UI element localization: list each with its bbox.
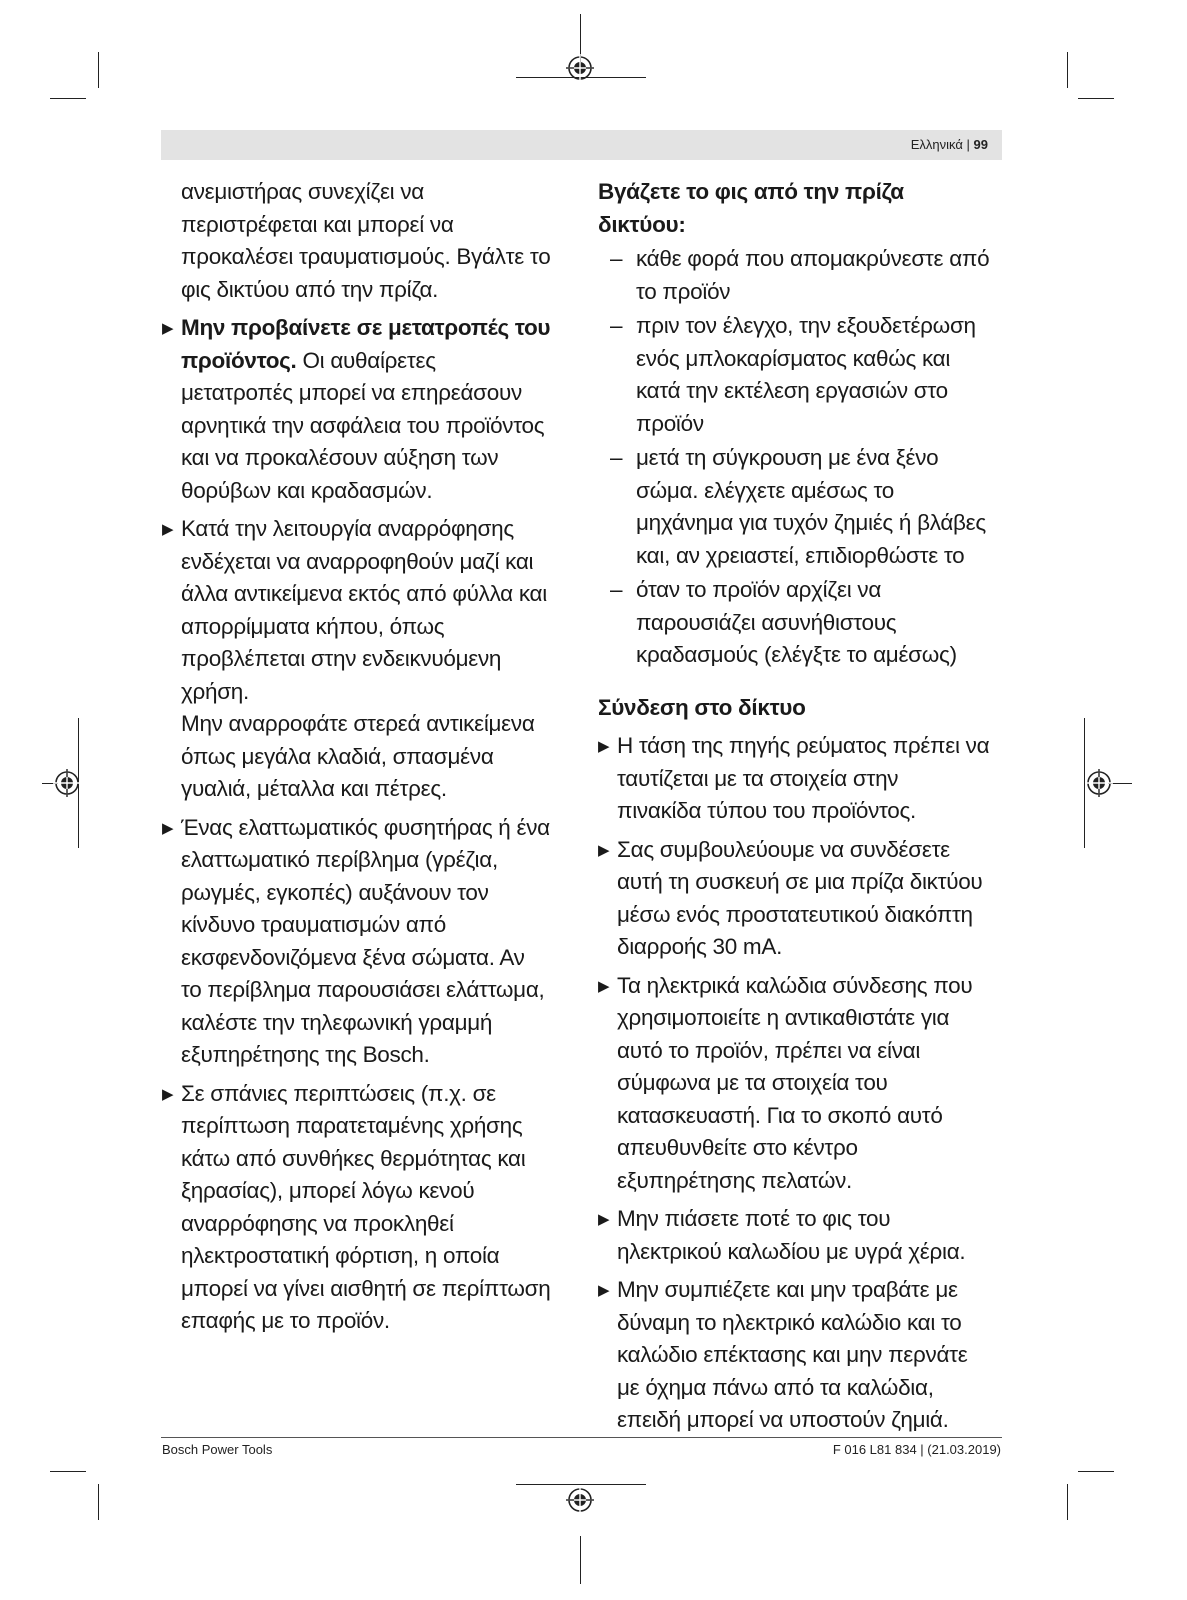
- text-line: μετά τη σύγκρουση με ένα ξένο: [636, 445, 939, 470]
- bullet-arrow-icon: ▶: [598, 977, 610, 995]
- dash-marker: –: [610, 246, 623, 271]
- header-separator: |: [966, 137, 970, 152]
- text-line: γυαλιά, μέταλλα και πέτρες.: [181, 776, 447, 801]
- bullet-item: [162, 1078, 572, 1338]
- text-line: ξηρασίας), μπορεί λόγω κενού: [181, 1178, 475, 1203]
- page-header: [161, 130, 1002, 160]
- text-line: πινακίδα τύπου του προϊόντος.: [617, 798, 916, 823]
- text-line: σύμφωνα με τα στοιχεία του: [617, 1070, 888, 1095]
- text-line: προϊόν: [636, 410, 704, 436]
- text-line: το προϊόν: [636, 278, 731, 304]
- footer-brand: Bosch Power Tools: [162, 1442, 273, 1457]
- text-line: προβλέπεται στην ενδεικνυόμενη: [181, 646, 502, 671]
- bullet-arrow-icon: ▶: [598, 841, 610, 859]
- text-line: άλλα αντικείμενα εκτός από φύλλα και: [181, 581, 547, 606]
- text-line: πριν τον έλεγχο, την εξουδετέρωση: [636, 313, 976, 338]
- text-line: κραδασμούς (ελέγξτε το αμέσως): [636, 642, 957, 667]
- bold-text: προϊόντος.: [181, 347, 297, 373]
- bullet-arrow-icon: ▶: [598, 738, 610, 755]
- text-line: Μην αναρροφάτε στερεά αντικείμενα: [181, 711, 535, 736]
- text-line: κάτω από συνθήκες θερμότητας και: [181, 1145, 526, 1171]
- bullet-item: [598, 1274, 1008, 1437]
- bullet-arrow-icon: ▶: [162, 320, 174, 337]
- text-line: ηλεκτρικού καλωδίου με υγρά χέρια.: [617, 1238, 966, 1264]
- text-line: αρνητικά την ασφάλεια του προϊόντος: [181, 412, 545, 438]
- text-line: φις δικτύου από την πρίζα.: [181, 276, 439, 302]
- crop-mark: [98, 52, 99, 88]
- crop-mark: [1067, 52, 1068, 88]
- header-text: [911, 137, 988, 152]
- text-line: Η τάση της πηγής ρεύματος πρέπει να: [617, 733, 990, 758]
- text-line: κατά την εκτέλεση εργασιών στο: [636, 378, 948, 403]
- text-line: μηχάνημα για τυχόν ζημιές ή βλάβες: [636, 510, 986, 535]
- registration-mark-icon: [566, 1486, 594, 1514]
- bullet-arrow-icon: ▶: [598, 1211, 610, 1228]
- text-line: Ένας ελαττωματικός φυσητήρας ή ένα: [181, 814, 550, 840]
- text-line: διαρροής 30 mA.: [617, 934, 783, 959]
- page-number: 99: [973, 137, 988, 152]
- text-line: θορύβων και κραδασμών.: [181, 477, 433, 503]
- text-line: αυτή τη συσκευή σε μια πρίζα δικτύου: [617, 869, 983, 894]
- text-line: με όχημα πάνω από τα καλώδια,: [617, 1374, 934, 1400]
- bullet-item: [162, 513, 572, 806]
- footer-doc-id: F 016 L81 834 | (21.03.2019): [832, 1442, 1001, 1457]
- text-line: παρουσιάζει ασυνήθιστους: [636, 609, 897, 635]
- dash-marker: –: [610, 577, 623, 602]
- text-span: Οι αυθαίρετες: [296, 347, 436, 373]
- text-line: καλώδιο επέκτασης και μην περνάτε: [617, 1342, 968, 1367]
- text-line: περιστρέφεται και μπορεί να: [181, 211, 454, 237]
- section-heading: Σύνδεση στο δίκτυο: [598, 694, 806, 720]
- bullet-item: [598, 1203, 1008, 1268]
- text-line: Κατά την λειτουργία αναρρόφησης: [181, 516, 514, 541]
- text-line: Τα ηλεκτρικά καλώδια σύνδεσης που: [617, 972, 973, 998]
- dash-item: [598, 442, 1008, 572]
- text-line: χρήση.: [181, 678, 249, 704]
- text-line: εξυπηρέτησης της Bosch.: [181, 1042, 430, 1067]
- crop-mark: [580, 1536, 581, 1584]
- text-line: Σας συμβουλεύουμε να συνδέσετε: [617, 836, 950, 862]
- text-line: προκαλέσει τραυματισμούς. Βγάλτε το: [181, 244, 551, 269]
- section-heading: Βγάζετε το φις από την πρίζα: [598, 179, 904, 204]
- bullet-arrow-icon: ▶: [162, 521, 174, 538]
- crop-mark: [98, 1484, 99, 1520]
- text-line: και, αν χρειαστεί, επιδιορθώστε το: [636, 542, 965, 568]
- bullet-item: [598, 970, 1008, 1198]
- text-line: αναρρόφησης να προκληθεί: [181, 1210, 454, 1236]
- text-line: αυτό το προϊόν, πρέπει να είναι: [617, 1037, 921, 1063]
- crop-mark: [516, 1484, 646, 1485]
- text-line: το περίβλημα παρουσιάσει ελάττωμα,: [181, 977, 545, 1002]
- text-line: κάθε φορά που απομακρύνεστε από: [636, 246, 990, 271]
- dash-marker: –: [610, 313, 623, 338]
- footer-divider: [161, 1437, 1002, 1438]
- bullet-arrow-icon: ▶: [162, 1085, 174, 1103]
- text-line: ελαττωματικό περίβλημα (γρέζια,: [181, 847, 498, 872]
- registration-mark-icon: [1085, 769, 1113, 797]
- bullet-item: [598, 730, 1008, 828]
- crop-mark: [50, 1471, 86, 1472]
- crop-mark: [50, 98, 86, 99]
- text-line: όταν το προϊόν αρχίζει να: [636, 577, 882, 602]
- bullet-item: [162, 312, 572, 507]
- registration-mark-icon: [53, 769, 81, 797]
- text-line: Μην πιάσετε ποτέ το φις του: [617, 1206, 891, 1231]
- text-line: ταυτίζεται με τα στοιχεία στην: [617, 765, 899, 791]
- crop-mark: [1078, 98, 1114, 99]
- text-line: κατασκευαστή. Για το σκοπό αυτό: [617, 1102, 943, 1128]
- text-line: απορρίμματα κήπου, όπως: [181, 613, 445, 639]
- dash-item: [598, 243, 1008, 308]
- text-line: επειδή μπορεί να υποστούν ζημιά.: [617, 1407, 949, 1432]
- section-heading: δικτύου:: [598, 211, 686, 237]
- text-line: και να προκαλέσουν αύξηση των: [181, 445, 499, 470]
- text-line: όπως μεγάλα κλαδιά, σπασμένα: [181, 743, 494, 769]
- text-line: ηλεκτροστατική φόρτιση, η οποία: [181, 1243, 500, 1268]
- bold-text: Μην προβαίνετε σε μετατροπές του: [181, 315, 551, 340]
- text-line: περίπτωση παρατεταμένης χρήσης: [181, 1113, 523, 1138]
- text-line: μετατροπές μπορεί να επηρεάσουν: [181, 380, 522, 405]
- text-line: μέσω ενός προστατευτικού διακόπτη: [617, 901, 973, 927]
- text-line: επαφής με το προϊόν.: [181, 1308, 390, 1333]
- text-line: ενός μπλοκαρίσματος καθώς και: [636, 345, 951, 371]
- text-line: Σε σπάνιες περιπτώσεις (π.χ. σε: [181, 1080, 496, 1106]
- text-line: κίνδυνο τραυματισμών από: [181, 912, 446, 937]
- text-line: ανεμιστήρας συνεχίζει να: [181, 179, 424, 204]
- right-column: [598, 176, 1008, 1437]
- dash-item: [598, 310, 1008, 440]
- dash-item: [598, 574, 1008, 672]
- text-line: σώμα. ελέγχετε αμέσως το: [636, 477, 894, 503]
- crop-mark: [1078, 1471, 1114, 1472]
- dash-marker: –: [610, 445, 623, 470]
- text-line: εκσφενδονιζόμενα ξένα σώματα. Αν: [181, 944, 525, 970]
- text-line: Μην συμπιέζετε και μην τραβάτε με: [617, 1277, 958, 1302]
- left-column: [162, 176, 572, 1338]
- registration-mark-icon: [566, 54, 594, 82]
- text-line: ρωγμές, εγκοπές) αυξάνουν τον: [181, 879, 489, 905]
- intro-paragraph: [162, 176, 572, 306]
- bullet-arrow-icon: ▶: [598, 1282, 610, 1299]
- bullet-item: [598, 834, 1008, 964]
- text-line: χρησιμοποιείτε η αντικαθιστάτε για: [617, 1005, 950, 1030]
- text-line: απευθυνθείτε στο κέντρο: [617, 1135, 858, 1160]
- bullet-item: [162, 812, 572, 1072]
- header-language: Ελληνικά: [910, 137, 963, 152]
- text-line: μπορεί να γίνει αισθητή σε περίπτωση: [181, 1275, 551, 1301]
- bullet-arrow-icon: ▶: [162, 819, 174, 837]
- crop-mark: [1067, 1484, 1068, 1520]
- text-line: καλέστε την τηλεφωνική γραμμή: [181, 1009, 493, 1035]
- text-line: ενδέχεται να αναρροφηθούν μαζί και: [181, 548, 534, 574]
- text-line: εξυπηρέτησης πελατών.: [617, 1167, 852, 1193]
- text-line: δύναμη το ηλεκτρικό καλώδιο και το: [617, 1309, 962, 1335]
